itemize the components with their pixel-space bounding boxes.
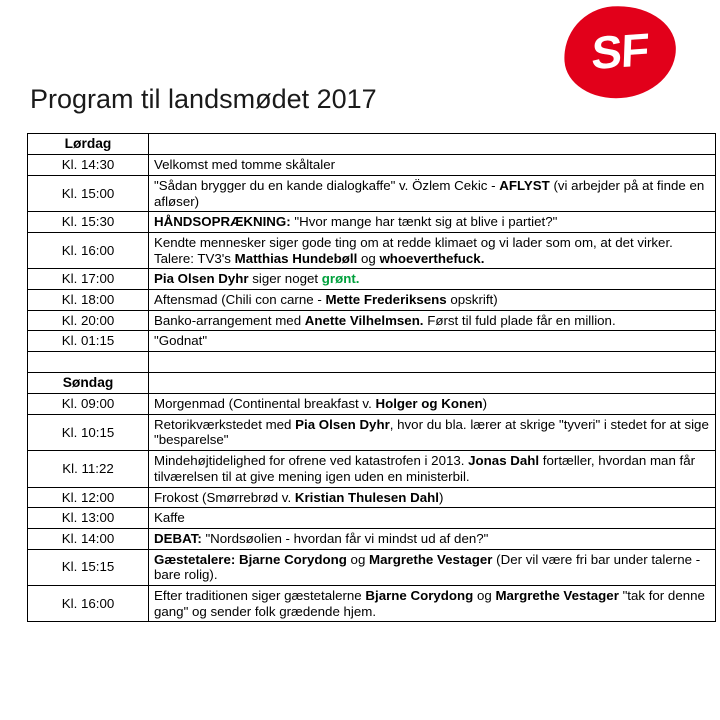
program-time: Kl. 17:00 (28, 269, 149, 290)
spacer-row (28, 352, 716, 373)
program-row (28, 212, 716, 233)
program-row (28, 310, 716, 331)
program-time: Kl. 01:15 (28, 331, 149, 352)
page-title: Program til landsmødet 2017 (30, 84, 377, 114)
logo-blob-shape (561, 2, 679, 102)
program-description: Kendte mennesker siger gode ting om at redde klimaet og vi lader som om, at det virker. Talere: TV3's Matthias Hundebøll og whoeverthefuck. (149, 233, 716, 269)
program-description: Frokost (Smørrebrød v. Kristian Thulesen Dahl) (149, 487, 716, 508)
program-row (28, 155, 716, 176)
program-description: Kaffe (149, 508, 716, 529)
program-description: "Godnat" (149, 331, 716, 352)
program-time: Kl. 16:00 (28, 585, 149, 621)
program-description: DEBAT: "Nordsøolien - hvordan får vi mindst ud af den?" (149, 528, 716, 549)
program-time: Kl. 14:00 (28, 528, 149, 549)
program-row (28, 585, 716, 621)
program-time: Kl. 09:00 (28, 394, 149, 415)
program-row (28, 233, 716, 269)
program-row (28, 487, 716, 508)
program-row (28, 175, 716, 211)
program-description: Banko-arrangement med Anette Vilhelmsen. Først til fuld plade får en million. (149, 310, 716, 331)
spacer-time-cell (28, 352, 149, 373)
logo-text: SF (590, 22, 650, 80)
program-time: Kl. 20:00 (28, 310, 149, 331)
program-description: Gæstetalere: Bjarne Corydong og Margrethe Vestager (Der vil være fri bar under talerne - bare rolig). (149, 549, 716, 585)
program-description: HÅNDSOPRÆKNING: "Hvor mange har tænkt sig at blive i partiet?" (149, 212, 716, 233)
spacer-desc-cell (149, 352, 716, 373)
program-time: Kl. 15:00 (28, 175, 149, 211)
program-description: Pia Olsen Dyhr siger noget grønt. (149, 269, 716, 290)
program-row (28, 528, 716, 549)
program-table-body (28, 134, 716, 622)
day-header-empty-cell (149, 134, 716, 155)
program-time: Kl. 13:00 (28, 508, 149, 529)
program-time: Kl. 15:15 (28, 549, 149, 585)
program-time: Kl. 16:00 (28, 233, 149, 269)
day-header-empty-cell (149, 372, 716, 393)
day-label: Lørdag (28, 134, 149, 155)
program-time: Kl. 18:00 (28, 290, 149, 311)
day-label: Søndag (28, 372, 149, 393)
program-row (28, 331, 716, 352)
sf-logo (564, 6, 676, 98)
program-description: Efter traditionen siger gæstetalerne Bjarne Corydong og Margrethe Vestager "tak for denne gang" og sender folk grædende hjem. (149, 585, 716, 621)
program-description: Retorikværkstedet med Pia Olsen Dyhr, hvor du bla. lærer at skrige "tyveri" i stedet for at sige "besparelse" (149, 414, 716, 450)
program-row (28, 269, 716, 290)
program-description: Aftensmad (Chili con carne - Mette Frederiksens opskrift) (149, 290, 716, 311)
program-description: Morgenmad (Continental breakfast v. Holger og Konen) (149, 394, 716, 415)
program-time: Kl. 15:30 (28, 212, 149, 233)
program-table (27, 133, 716, 622)
day-header-row (28, 134, 716, 155)
program-description: "Sådan brygger du en kande dialogkaffe" v. Özlem Cekic - AFLYST (vi arbejder på at finde en afløser) (149, 175, 716, 211)
program-row (28, 290, 716, 311)
program-description: Mindehøjtidelighed for ofrene ved katastrofen i 2013. Jonas Dahl fortæller, hvordan man får tilværelsen til at give mening igen uden en ministerbil. (149, 451, 716, 487)
program-row (28, 508, 716, 529)
program-time: Kl. 10:15 (28, 414, 149, 450)
day-header-row (28, 372, 716, 393)
program-row (28, 414, 716, 450)
program-time: Kl. 11:22 (28, 451, 149, 487)
program-row (28, 549, 716, 585)
program-row (28, 394, 716, 415)
program-description: Velkomst med tomme skåltaler (149, 155, 716, 176)
program-time: Kl. 12:00 (28, 487, 149, 508)
program-row (28, 451, 716, 487)
program-time: Kl. 14:30 (28, 155, 149, 176)
